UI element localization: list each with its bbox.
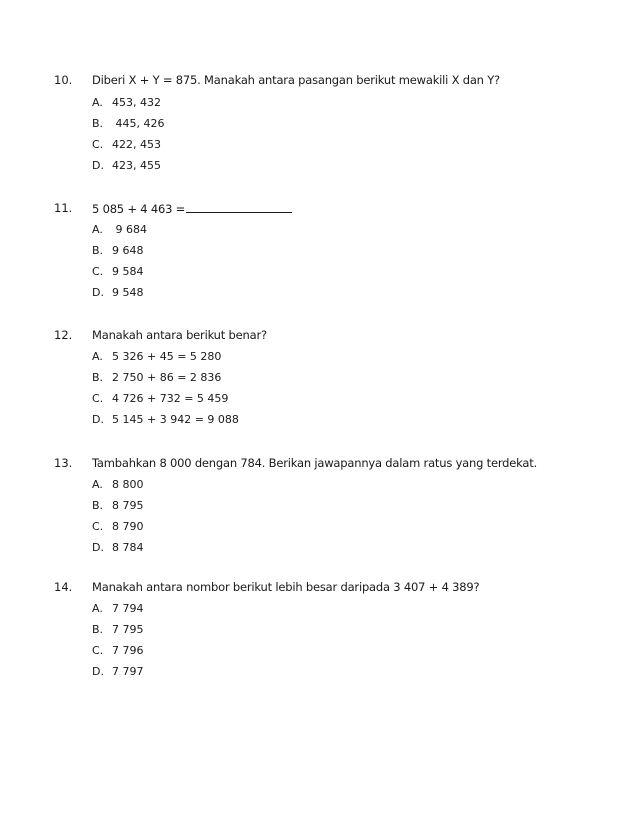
option-d <box>92 159 161 173</box>
option-c <box>92 265 144 279</box>
option-text: 5 326 + 45 = 5 280 <box>112 350 222 363</box>
question-text: Manakah antara nombor berikut lebih besar daripada 3 407 + 4 389? <box>92 580 480 594</box>
question-number: 13. <box>54 456 73 470</box>
question-number: 12. <box>54 328 73 342</box>
option-d <box>92 286 144 300</box>
option-letter: B. <box>92 244 104 257</box>
question-text: Manakah antara berikut benar? <box>92 328 267 342</box>
option-letter: D. <box>92 541 104 554</box>
option-text: 7 795 <box>112 623 144 636</box>
option-text: 8 800 <box>112 478 144 491</box>
option-b <box>92 244 144 258</box>
option-c <box>92 520 144 534</box>
option-text: 445, 426 <box>112 117 165 130</box>
option-d <box>92 413 239 427</box>
option-letter: D. <box>92 159 104 172</box>
question-number: 14. <box>54 580 73 594</box>
option-c <box>92 644 144 658</box>
option-text: 5 145 + 3 942 = 9 088 <box>112 413 239 426</box>
option-c <box>92 138 161 152</box>
option-letter: D. <box>92 286 104 299</box>
option-text: 4 726 + 732 = 5 459 <box>112 392 229 405</box>
option-text: 8 790 <box>112 520 144 533</box>
option-letter: B. <box>92 117 104 130</box>
option-a <box>92 602 144 616</box>
option-b <box>92 499 144 513</box>
option-text: 8 784 <box>112 541 144 554</box>
question-text <box>92 201 292 216</box>
option-text: 9 548 <box>112 286 144 299</box>
option-letter: B. <box>92 371 104 384</box>
option-b <box>92 117 164 131</box>
option-b <box>92 371 221 385</box>
option-letter: C. <box>92 520 104 533</box>
option-a <box>92 478 144 492</box>
option-letter: A. <box>92 96 103 109</box>
option-a <box>92 223 147 237</box>
option-text: 453, 432 <box>112 96 161 109</box>
question-expression: 5 085 + 4 463 = <box>92 202 186 216</box>
option-text: 9 684 <box>112 223 147 236</box>
option-letter: B. <box>92 623 104 636</box>
option-text: 7 794 <box>112 602 144 615</box>
answer-blank <box>186 201 292 213</box>
question-text: Diberi X + Y = 875. Manakah antara pasangan berikut mewakili X dan Y? <box>92 73 500 87</box>
option-d <box>92 541 144 555</box>
option-text: 8 795 <box>112 499 144 512</box>
option-letter: A. <box>92 223 103 236</box>
option-c <box>92 392 228 406</box>
option-letter: A. <box>92 602 103 615</box>
option-a <box>92 350 221 364</box>
option-a <box>92 96 161 110</box>
option-text: 422, 453 <box>112 138 161 151</box>
option-d <box>92 665 144 679</box>
option-text: 7 797 <box>112 665 144 678</box>
option-letter: A. <box>92 478 103 491</box>
question-number: 11. <box>54 201 73 215</box>
option-letter: B. <box>92 499 104 512</box>
option-text: 423, 455 <box>112 159 161 172</box>
option-letter: C. <box>92 392 104 405</box>
option-text: 9 584 <box>112 265 144 278</box>
question-number: 10. <box>54 73 73 87</box>
option-letter: C. <box>92 138 104 151</box>
option-text: 9 648 <box>112 244 144 257</box>
option-b <box>92 623 144 637</box>
question-text: Tambahkan 8 000 dengan 784. Berikan jawapannya dalam ratus yang terdekat. <box>92 456 538 470</box>
option-letter: C. <box>92 265 104 278</box>
option-text: 2 750 + 86 = 2 836 <box>112 371 222 384</box>
option-text: 7 796 <box>112 644 144 657</box>
option-letter: A. <box>92 350 103 363</box>
option-letter: C. <box>92 644 104 657</box>
option-letter: D. <box>92 413 104 426</box>
option-letter: D. <box>92 665 104 678</box>
